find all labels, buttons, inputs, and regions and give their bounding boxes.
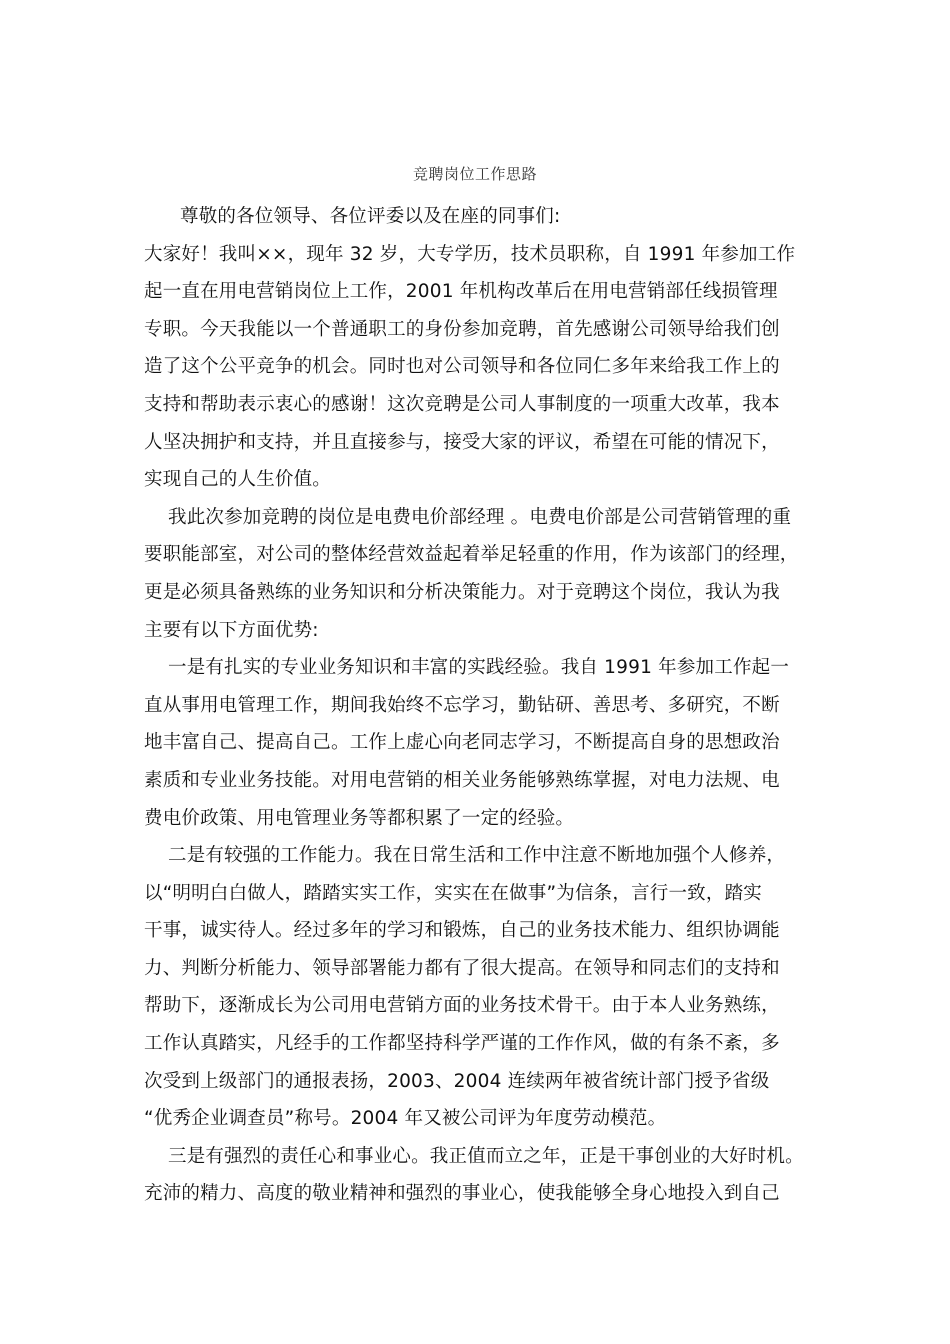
text-line: 我此次参加竞聘的岗位是电费电价部经理 。电费电价部是公司营销管理的重 (168, 506, 792, 528)
text-line: 起一直在用电营销岗位上工作，2001 年机构改革后在用电营销部任线损管理 (144, 281, 778, 303)
text-line: “优秀企业调查员”称号。2004 年又被公司评为年度劳动模范。 (144, 1108, 667, 1130)
text-line: 二是有较强的工作能力。我在日常生活和工作中注意不断地加强个人修养， (168, 845, 786, 867)
text-line: 次受到上级部门的通报表扬，2003、2004 连续两年被省统计部门授予省级 (144, 1070, 770, 1092)
text-line: 以“明明白白做人，踏踏实实工作，实实在在做事”为信条，言行一致，踏实 (144, 882, 762, 904)
text-line: 大家好！我叫××，现年 32 岁，大专学历，技术员职称，自 1991 年参加工作 (144, 243, 796, 265)
text-line: 尊敬的各位领导、各位评委以及在座的同事们: (180, 206, 561, 227)
text-line: 主要有以下方面优势: (144, 619, 319, 641)
text-line: 更是必须具备熟练的业务知识和分析决策能力。对于竞聘这个岗位，我认为我 (144, 581, 780, 603)
text-line: 素质和专业业务技能。对用电营销的相关业务能够熟练掌握，对电力法规、电 (144, 769, 780, 791)
text-line: 专职。今天我能以一个普通职工的身份参加竞聘，首先感谢公司领导给我们创 (144, 318, 780, 340)
text-line: 工作认真踏实，凡经手的工作都坚持科学严谨的工作作风，做的有条不紊，多 (144, 1033, 780, 1055)
text-line: 实现自己的人生价值。 (144, 469, 332, 491)
text-line: 支持和帮助表示衷心的感谢！这次竞聘是公司人事制度的一项重大改革，我本 (144, 393, 780, 415)
text-line: 地丰富自己、提高自己。工作上虚心向老同志学习，不断提高自身的思想政治 (144, 732, 780, 754)
text-line: 直从事用电管理工作，期间我始终不忘学习，勤钻研、善思考、多研究，不断 (144, 694, 780, 716)
text-line: 充沛的精力、高度的敬业精神和强烈的事业心，使我能够全身心地投入到自己 (144, 1183, 780, 1205)
text-line: 要职能部室，对公司的整体经营效益起着举足轻重的作用，作为该部门的经理， (144, 544, 799, 566)
text-line: 人坚决拥护和支持，并且直接参与，接受大家的评议，希望在可能的情况下， (144, 431, 780, 453)
text-line: 费电价政策、用电管理业务等都积累了一定的经验。 (144, 807, 575, 829)
document-body (144, 198, 810, 1213)
document-title: 竞聘岗位工作思路 (412, 165, 537, 183)
text-line: 帮助下，逐渐成长为公司用电营销方面的业务技术骨干。由于本人业务熟练， (144, 995, 780, 1017)
text-line: 一是有扎实的专业业务知识和丰富的实践经验。我自 1991 年参加工作起一 (168, 657, 790, 679)
text-line: 三是有强烈的责任心和事业心。我正值而立之年，正是干事创业的大好时机。 (168, 1145, 804, 1167)
text-line: 力、判断分析能力、领导部署能力都有了很大提高。在领导和同志们的支持和 (144, 957, 780, 979)
text-line: 造了这个公平竞争的机会。同时也对公司领导和各位同仁多年来给我工作上的 (144, 356, 780, 378)
text-line: 干事，诚实待人。经过多年的学习和锻炼，自己的业务技术能力、组织协调能 (144, 920, 780, 942)
